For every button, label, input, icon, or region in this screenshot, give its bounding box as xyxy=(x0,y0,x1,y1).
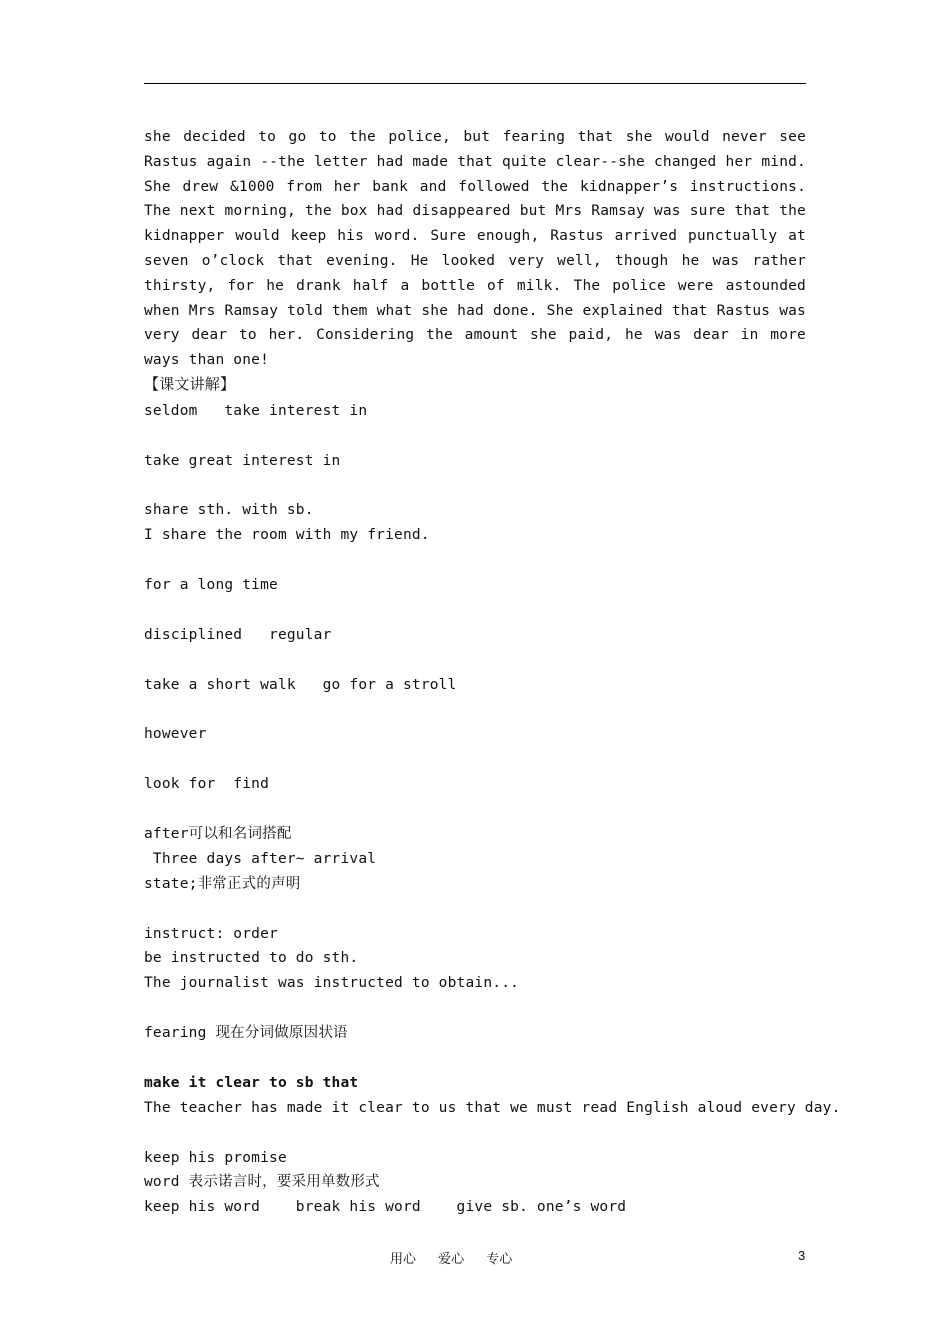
header-rule xyxy=(144,83,806,84)
example-sentence: I share the room with my friend. xyxy=(144,527,430,543)
section-heading: 【课文讲解】 xyxy=(144,375,236,393)
note-line: seldom take interest in xyxy=(144,403,368,419)
note-line: keep his word break his word give sb. one’s word xyxy=(144,1199,627,1215)
note-line: look for find xyxy=(144,776,270,792)
note-line: be instructed to do sth. xyxy=(144,950,359,966)
note-line: take great interest in xyxy=(144,453,341,469)
note-line: disciplined regular xyxy=(144,627,332,643)
note-line: state;非常正式的声明 xyxy=(144,876,301,892)
note-line: however xyxy=(144,726,207,742)
page-number: 3 xyxy=(798,1248,806,1263)
note-line: word 表示诺言时，要采用单数形式 xyxy=(144,1174,380,1190)
note-line: take a short walk go for a stroll xyxy=(144,677,457,693)
note-line: for a long time xyxy=(144,577,278,593)
bold-note-line: make it clear to sb that xyxy=(144,1075,359,1091)
note-line: fearing 现在分词做原因状语 xyxy=(144,1025,348,1041)
footer-text: 用心 爱心 专心 xyxy=(390,1252,513,1267)
example-sentence: Three days after~ arrival xyxy=(144,851,377,867)
example-sentence: The teacher has made it clear to us that we must read English aloud every day. xyxy=(144,1100,841,1116)
note-line: instruct: order xyxy=(144,926,278,942)
note-line: keep his promise xyxy=(144,1150,287,1166)
note-line: after可以和名词搭配 xyxy=(144,826,292,842)
note-line: share sth. with sb. xyxy=(144,502,314,518)
example-sentence: The journalist was instructed to obtain... xyxy=(144,975,520,991)
story-paragraph: she decided to go to the police, but fearing that she would never see Rastus again --the letter had made that quite clear--she changed her mind. She drew &1000 from her bank and followed the kidnapper’s instructions. The next morning, the box had disappeared but Mrs Ramsay was sure that the kidnapper would keep his word. Sure enough, Rastus arrived punctually at seven o’clock that evening. He looked very well, though he was rather thirsty, for he drank half a bottle of milk. The police were astounded when Mrs Ramsay told them what she had done. She explained that Rastus was very dear to her. Considering the amount she paid, he was dear in more ways than one! xyxy=(144,129,806,369)
